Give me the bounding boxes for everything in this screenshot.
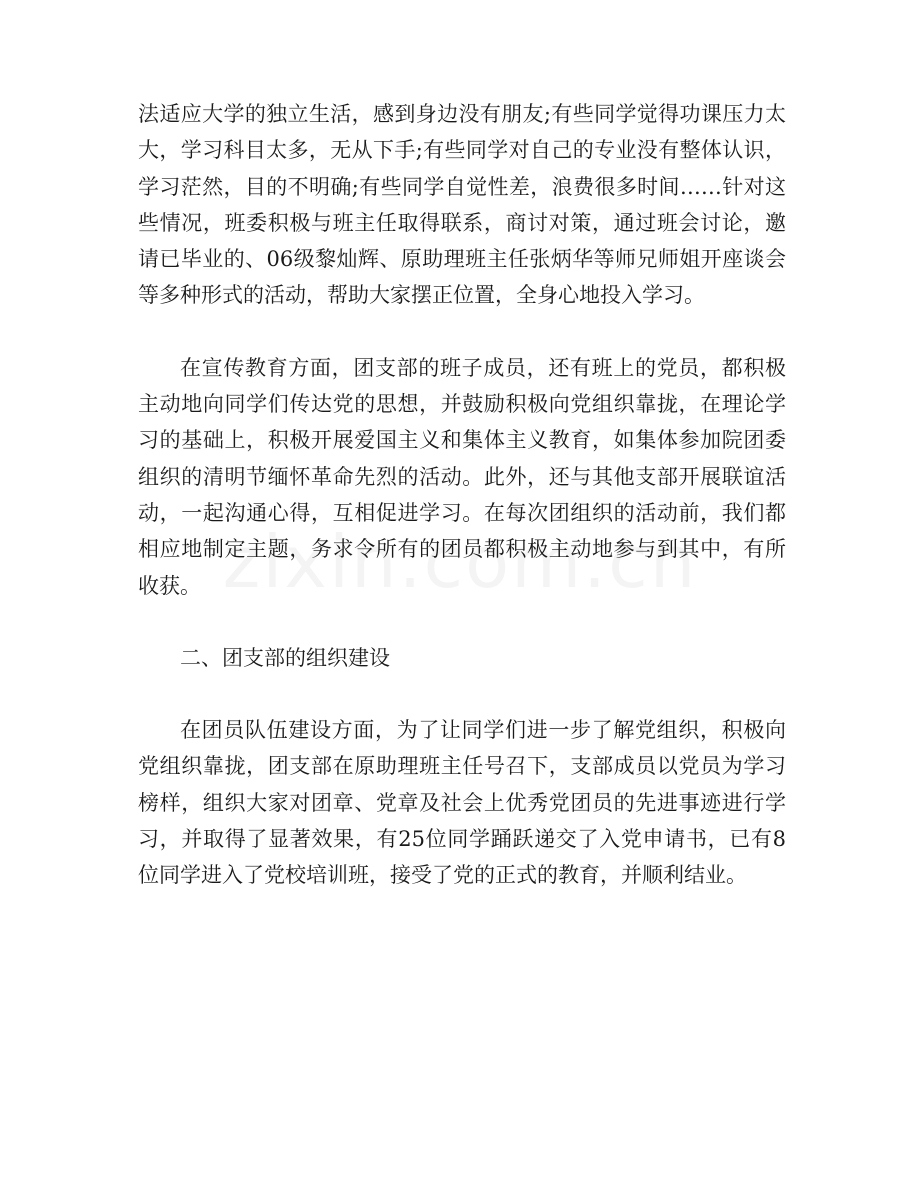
document-page [138, 96, 786, 894]
paragraph-continuation: 法适应大学的独立生活，感到身边没有朋友;有些同学觉得功课压力太大，学习科目太多，无从下手;有些同学对自己的专业没有整体认识，学习茫然，目的不明确;有些同学自觉性差，浪费很多时间……针对这些情况，班委积极与班主任取得联系，商讨对策，通过班会讨论，邀请已毕业的、06级黎灿辉、原助理班主任张炳华等师兄师姐开座谈会等多种形式的活动，帮助大家摆正位置，全身心地投入学习。 [138, 102, 786, 308]
paragraph-member-building: 在团员队伍建设方面，为了让同学们进一步了解党组织，积极向党组织靠拢，团支部在原助理班主任号召下，支部成员以党员为学习榜样，组织大家对团章、党章及社会上优秀党团员的先进事迹进行学习，并取得了显著效果，有25位同学踊跃递交了入党申请书，已有8位同学进入了党校培训班，接受了党的正式的教育，并顺利结业。 [138, 718, 786, 888]
paragraph-propaganda-education: 在宣传教育方面，团支部的班子成员，还有班上的党员，都积极主动地向同学们传达党的思想，并鼓励积极向党组织靠拢，在理论学习的基础上，积极开展爱国主义和集体主义教育，如集体参加院团委组织的清明节缅怀革命先烈的活动。此外，还与其他支部开展联谊活动，一起沟通心得，互相促进学习。在每次团组织的活动前，我们都相应地制定主题，务求令所有的团员都积极主动地参与到其中，有所收获。 [138, 355, 786, 598]
section-heading-organization: 二、团支部的组织建设 [180, 645, 390, 670]
